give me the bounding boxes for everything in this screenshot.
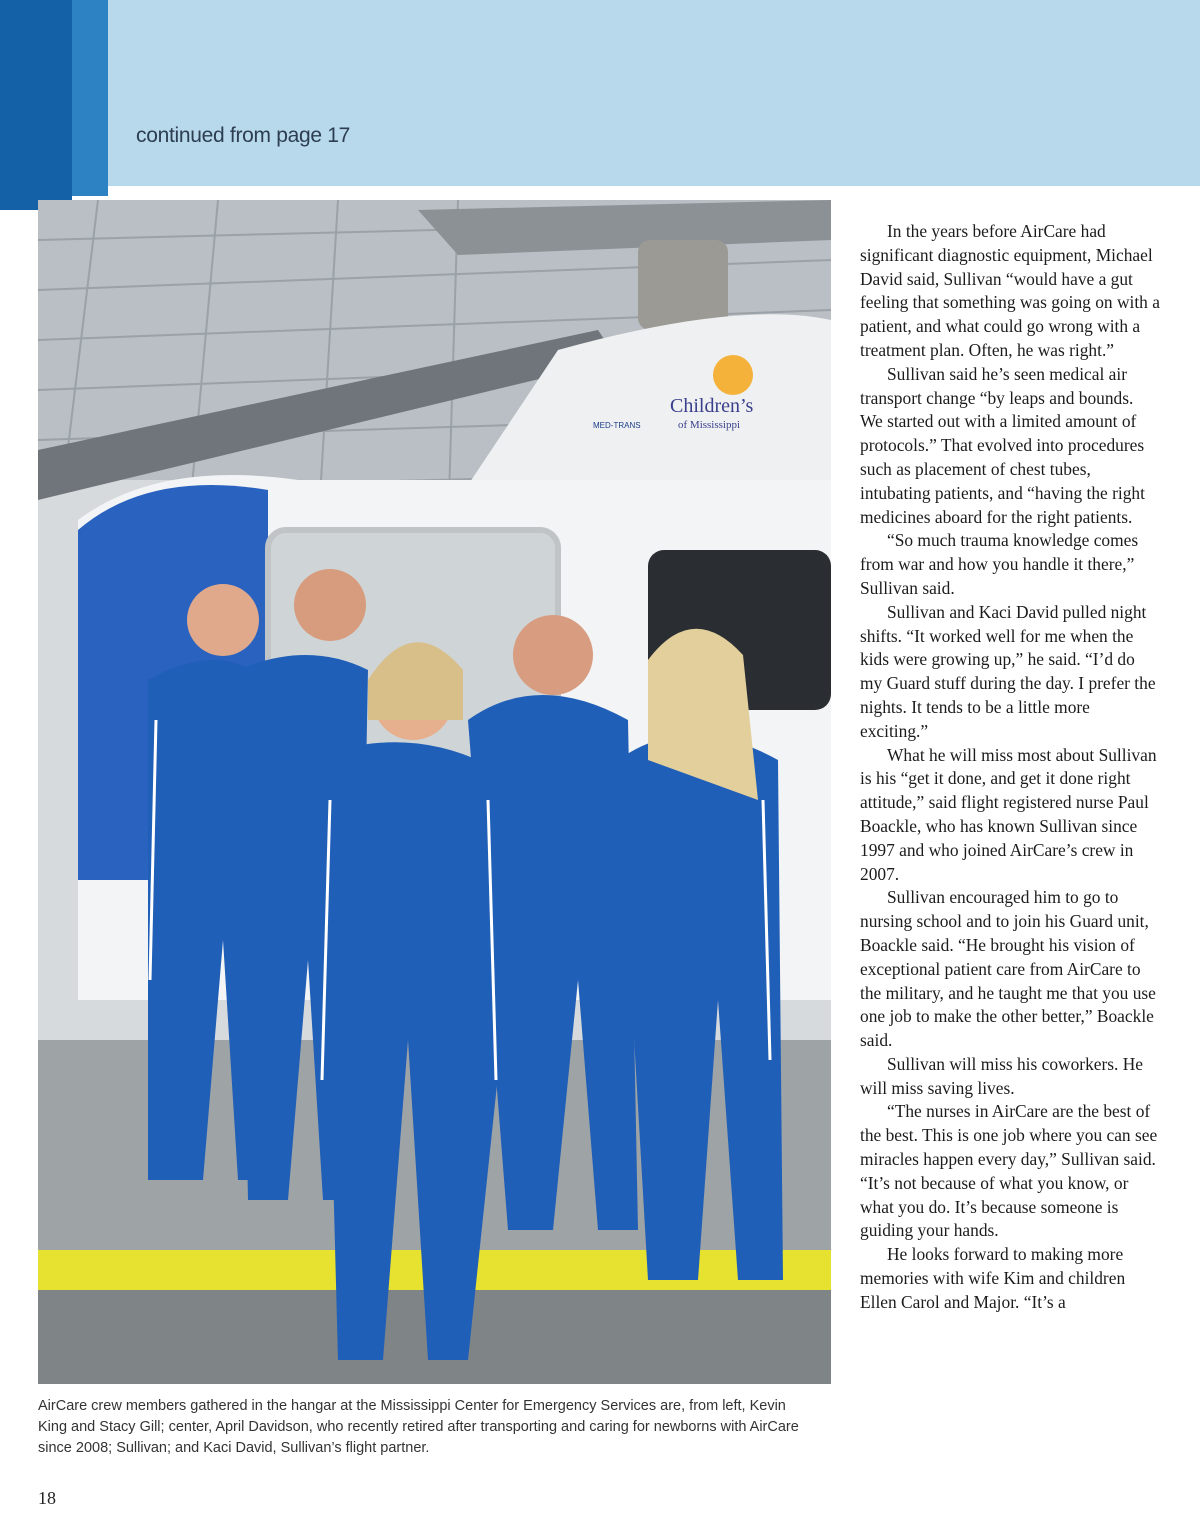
- article-paragraph: “So much trauma knowledge comes from war and how you handle it there,” Sullivan said.: [860, 530, 1139, 598]
- logo-subtext: of Mississippi: [678, 419, 741, 431]
- header-band: [0, 0, 1200, 186]
- photo-caption: AirCare crew members gathered in the hangar at the Mississippi Center for Emergency Services are, from left, Kevin King and Stacy Gill; center, April Davidson, who recently retired after transporting and caring for newborns with AirCare since 2008; Sullivan; and Kaci David, Sullivan’s flight partner.: [38, 1398, 799, 1456]
- article-paragraph: In the years before AirCare had significant diagnostic equipment, Michael David said, Sullivan “would have a gut feeling that something was going on with a patient, and what could go wrong with a treatment plan. Often, he was right.”: [860, 221, 1160, 360]
- logo-text: Children’s: [670, 395, 754, 417]
- article-paragraph: Sullivan said he’s seen medical air transport change “by leaps and bounds. We started out with a limited amount of protocols.” That evolved into procedures such as placement of chest tubes, intubating patients, and “having the right medicines aboard for the right patients.: [860, 363, 1145, 527]
- article-paragraph: Sullivan will miss his coworkers. He will miss saving lives.: [860, 1053, 1144, 1098]
- article-paragraph: “The nurses in AirCare are the best of the best. This is one job where you can see miracles happen every day,” Sullivan said. “It’s not because of what you know, or what you do. It’s because someone is guiding your hands.: [860, 1101, 1158, 1241]
- article-paragraph: Sullivan encouraged him to go to nursing school and to join his Guard unit, Boackle said. “He brought his vision of exceptional patient care from AirCare to the military, and he taught me that you use one job to make the other better,” Boackle said.: [860, 887, 1156, 1051]
- crew-photo: [38, 200, 831, 1384]
- article-paragraph: Sullivan and Kaci David pulled night shifts. “It worked well for me when the kids were growing up,” he said. “I’d do my Guard stuff during the day. I prefer the nights. It tends to be a little more exciting.”: [860, 601, 1156, 741]
- header-accent-bar: [0, 0, 72, 210]
- article-body: [860, 220, 1160, 1315]
- continued-label: continued from page 17: [136, 124, 351, 147]
- operator-text: MED-TRANS: [593, 421, 641, 430]
- article-paragraph: What he will miss most about Sullivan is his “get it done, and get it done right attitude,” said flight registered nurse Paul Boackle, who has known Sullivan since 1997 and who joined AirCare’s crew in 2007.: [860, 744, 1157, 884]
- page-number: 18: [38, 1488, 56, 1508]
- header-accent-bar-secondary: [72, 0, 108, 196]
- article-paragraph: He looks forward to making more memories with wife Kim and children Ellen Carol and Major. “It’s a: [860, 1244, 1126, 1312]
